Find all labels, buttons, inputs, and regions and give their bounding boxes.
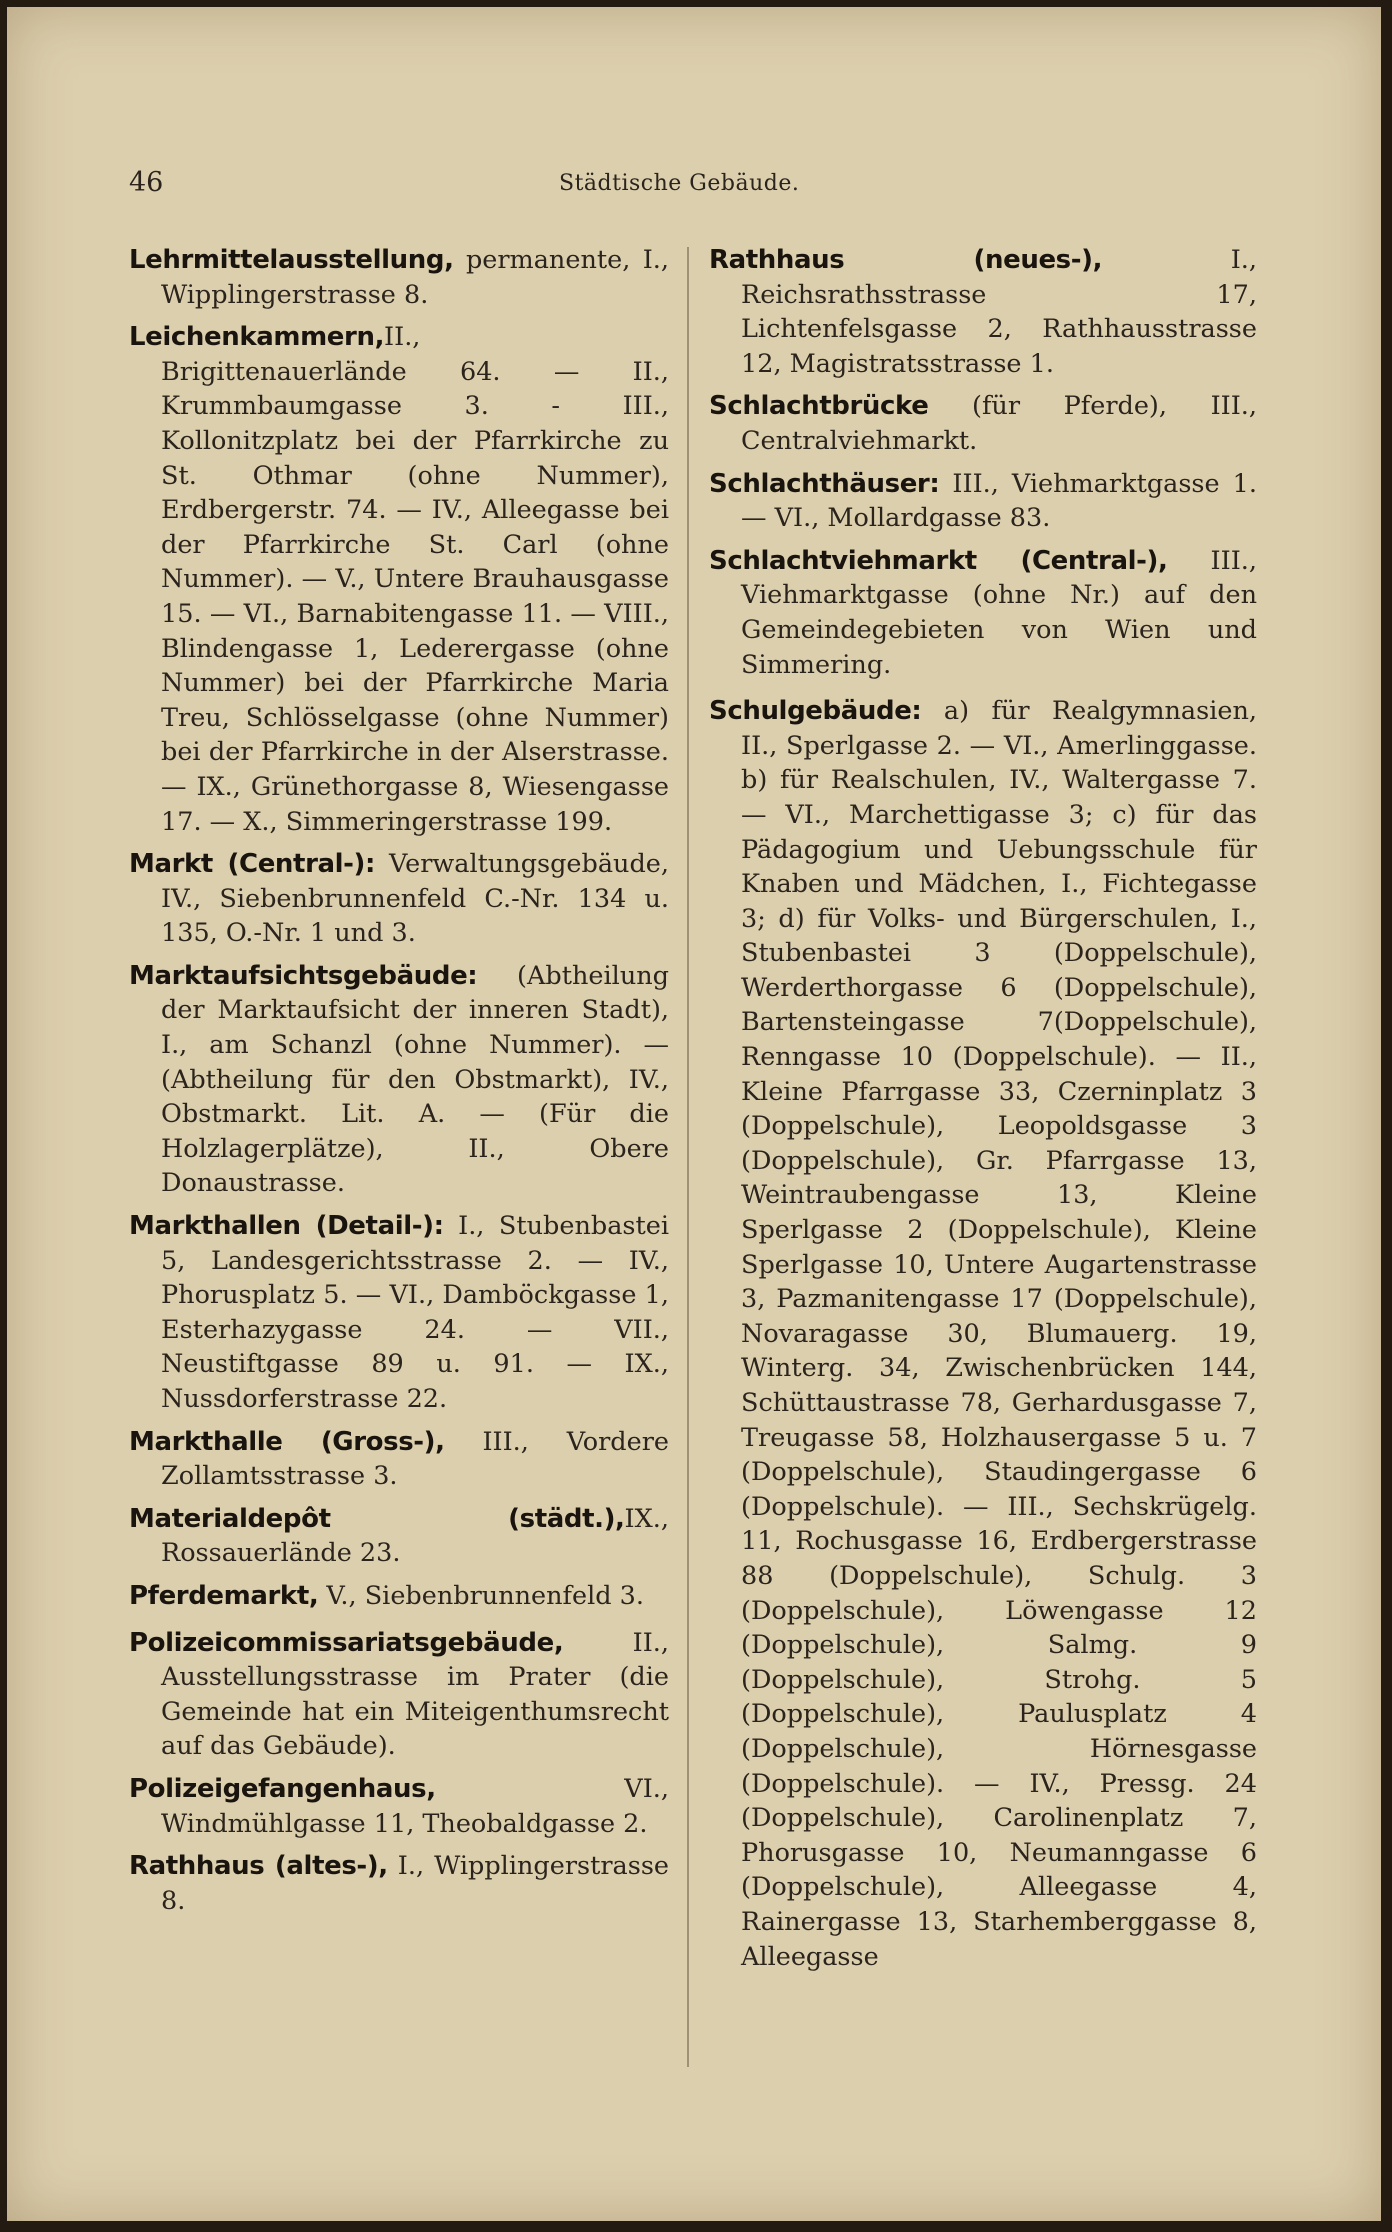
entry-heading: Markthalle (Gross-),	[129, 1426, 445, 1457]
entry-heading: Rathhaus (altes-),	[129, 1851, 388, 1882]
entry-text: III., Viehmarktgasse (ohne Nr.) auf den Gemeindegebieten von Wien und Simmering.	[741, 545, 1257, 680]
entry-heading: Marktaufsichtsgebäude:	[129, 960, 478, 991]
entry-text: III., Vordere Zollamtsstrasse 3.	[161, 1426, 669, 1492]
entry-text: permanente, I., Wipplingerstrasse 8.	[161, 245, 669, 310]
directory-entry	[709, 544, 1257, 682]
directory-entry	[709, 694, 1257, 1974]
right-column	[709, 243, 1257, 1982]
entry-heading: Markthallen (Detail-):	[129, 1211, 444, 1242]
entry-heading: Rathhaus (neues-),	[709, 245, 1103, 275]
entry-text: III., Viehmarktgasse 1. — VI., Mollardgasse 83.	[741, 468, 1257, 534]
directory-entry	[129, 847, 669, 951]
column-divider	[687, 247, 689, 2067]
entry-text: V., Siebenbrunnenfeld 3.	[318, 1580, 645, 1611]
entry-text: I., Wipplingerstrasse 8.	[161, 1851, 670, 1916]
running-title: Städtische Gebäude.	[559, 171, 800, 196]
entry-text: (Abtheilung der Marktaufsicht der inneren Stadt), I., am Schanzl (ohne Nummer). — (Abtheilung für den Obstmarkt), IV., Obstmarkt. Lit. A. — (Für die Holzlagerplätze), II., Obere Donaustrasse.	[161, 960, 669, 1199]
directory-entry	[129, 320, 669, 839]
entry-text: I., Stubenbastei 5, Landesgerichtsstrasse 2. — IV., Phorusplatz 5. — VI., Damböckgasse 1, Esterhazygasse 24. — VII., Neustiftgasse 89 u. 91. — IX., Nussdorferstrasse 22.	[161, 1211, 669, 1414]
directory-entry	[129, 959, 669, 1201]
entry-heading: Polizeicommissariatsgebäude,	[129, 1627, 564, 1658]
directory-entry	[129, 243, 669, 312]
entry-heading: Materialdepôt (städt.),	[129, 1503, 625, 1534]
directory-entry	[129, 1626, 669, 1764]
directory-entry	[709, 389, 1257, 458]
entry-text: I., Reichsrathsstrasse 17, Lichtenfelsgasse 2, Rathhausstrasse 12, Magistratsstrasse 1.	[741, 245, 1258, 379]
left-column	[129, 243, 669, 1926]
entry-heading: Schulgebäude:	[709, 696, 922, 727]
directory-entry	[129, 1579, 669, 1614]
entry-heading: Polizeigefangenhaus,	[129, 1773, 436, 1804]
entry-text: Verwaltungsgebäude, IV., Siebenbrunnenfeld C.-Nr. 134 u. 135, O.-Nr. 1 und 3.	[161, 849, 669, 949]
entry-heading: Schlachtviehmarkt (Central-),	[709, 545, 1168, 576]
entry-heading: Lehrmittelausstellung,	[129, 245, 454, 275]
directory-entry	[129, 1425, 669, 1494]
directory-entry	[709, 467, 1257, 536]
entry-heading: Schlachtbrücke	[709, 391, 929, 422]
entry-heading: Leichenkammern,	[129, 322, 385, 353]
entry-heading: Markt (Central-):	[129, 849, 376, 880]
entry-text: VI., Windmühlgasse 11, Theobaldgasse 2.	[161, 1773, 669, 1839]
page-header	[7, 167, 1381, 207]
entry-text: II., Ausstellungsstrasse im Prater (die Gemeinde hat ein Miteigenthumsrecht auf das Gebäude).	[161, 1627, 669, 1762]
entry-text: II., Brigittenauerlände 64. — II., Krummbaumgasse 3. - III., Kollonitzplatz bei der Pfarrkirche zu St. Othmar (ohne Nummer), Erdbergerstr. 74. — IV., Alleegasse bei der Pfarrkirche St. Carl (ohne Nummer). — V., Untere Brauhausgasse 15. — VI., Barnabitengasse 11. — VIII., Blindengasse 1, Lederergasse (ohne Nummer) bei der Pfarrkirche Maria Treu, Schlösselgasse (ohne Nummer) bei der Pfarrkirche in der Alserstrasse. — IX., Grünethorgasse 8, Wiesengasse 17. — X., Simmeringerstrasse 199.	[161, 322, 669, 837]
directory-entry	[129, 1772, 669, 1841]
directory-entry	[709, 243, 1257, 381]
page-number: 46	[129, 167, 164, 198]
book-page	[7, 7, 1381, 2221]
entry-text: IX., Rossauerlände 23.	[161, 1503, 669, 1569]
directory-entry	[129, 1209, 669, 1417]
entry-heading: Pferdemarkt,	[129, 1580, 319, 1611]
entry-text: a) für Realgymnasien, II., Sperlgasse 2. — VI., Amerlinggasse. b) für Realschulen, IV., Waltergasse 7. — VI., Marchettigasse 3; c) für das Pädagogium und Uebungsschule für Knaben und Mädchen, I., Fichtegasse 3; d) für Volks- und Bürgerschulen, I., Stubenbastei 3 (Doppelschule), Werderthorgasse 6 (Doppelschule), Bartensteingasse 7(Doppelschule), Renngasse 10 (Doppelschule). — II., Kleine Pfarrgasse 33, Czerninplatz 3 (Doppelschule), Leopoldsgasse 3 (Doppelschule), Gr. Pfarrgasse 13, Weintraubengasse 13, Kleine Sperlgasse 2 (Doppelschule), Kleine Sperlgasse 10, Untere Augartenstrasse 3, Pazmanitengasse 17 (Doppelschule), Novaragasse 30, Blumauerg. 19, Winterg. 34, Zwischenbrücken 144, Schüttaustrasse 78, Gerhardusgasse 7, Treugasse 58, Holzhausergasse 5 u. 7 (Doppelschule), Staudingergasse 6 (Doppelschule). — III., Sechskrügelg. 11, Rochusgasse 16, Erdbergerstrasse 88 (Doppelschule), Schulg. 3 (Doppelschule), Löwengasse 12 (Doppelschule), Salmg. 9 (Doppelschule), Strohg. 5 (Doppelschule), Paulusplatz 4 (Doppelschule), Hörnesgasse (Doppelschule). — IV., Pressg. 24 (Doppelschule), Carolinenplatz 7, Phorusgasse 10, Neumanngasse 6 (Doppelschule), Alleegasse 4, Rainergasse 13, Starhemberggasse 8, Alleegasse	[741, 696, 1257, 1972]
directory-entry	[129, 1502, 669, 1571]
entry-heading: Schlachthäuser:	[709, 468, 940, 499]
directory-entry	[129, 1849, 669, 1918]
entry-text: (für Pferde), III., Centralviehmarkt.	[741, 391, 1257, 456]
